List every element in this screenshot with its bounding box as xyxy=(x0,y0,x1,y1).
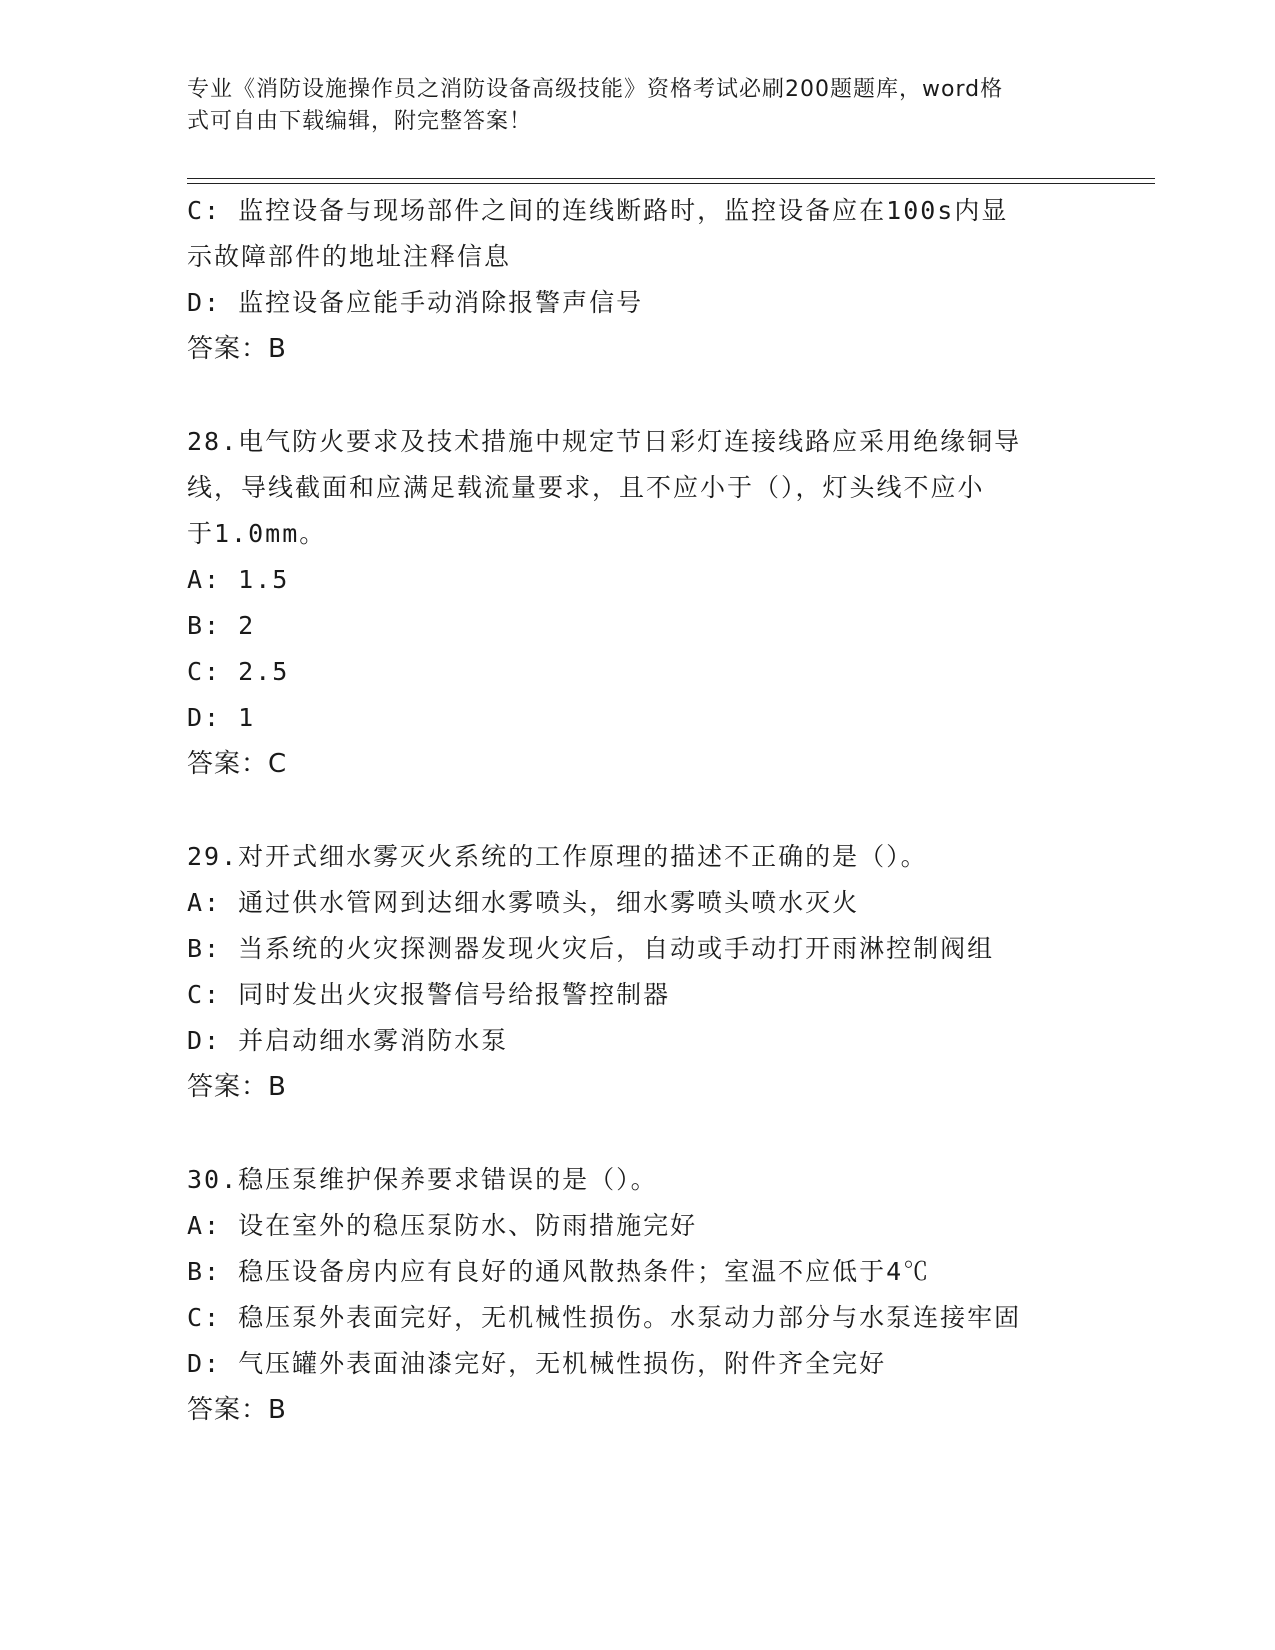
question-28 xyxy=(187,419,1087,787)
question-stem: 30.稳压泵维护保养要求错误的是（）。 xyxy=(187,1165,658,1194)
option-b: B: 2 xyxy=(187,611,256,640)
header-line-1: 专业《消防设施操作员之消防设备高级技能》资格考试必刷200题题库，word格 xyxy=(187,77,1004,102)
header-line-2: 式可自由下载编辑，附完整答案！ xyxy=(187,109,533,134)
option-d: D: 并启动细水雾消防水泵 xyxy=(187,1026,509,1055)
option-b: B: 当系统的火灾探测器发现火灾后，自动或手动打开雨淋控制阀组 xyxy=(187,934,995,963)
answer: 答案：B xyxy=(187,334,287,364)
option-c: C: 同时发出火灾报警信号给报警控制器 xyxy=(187,980,671,1009)
question-stem-line-2: 线，导线截面和应满足载流量要求，且不应小于（），灯头线不应小 xyxy=(187,473,985,502)
spacer xyxy=(187,1110,1087,1157)
question-stem-line-3: 于1.0mm。 xyxy=(187,519,327,548)
option-c: C: 稳压泵外表面完好，无机械性损伤。水泵动力部分与水泵连接牢固 xyxy=(187,1303,1022,1332)
header-divider-top xyxy=(187,178,1155,179)
document-header xyxy=(187,74,1067,138)
question-stem: 29.对开式细水雾灭火系统的工作原理的描述不正确的是（）。 xyxy=(187,842,928,871)
option-a: A: 设在室外的稳压泵防水、防雨措施完好 xyxy=(187,1211,698,1240)
option-a: A: 通过供水管网到达细水雾喷头，细水雾喷头喷水灭火 xyxy=(187,888,860,917)
answer: 答案：B xyxy=(187,1072,287,1102)
option-a: A: 1.5 xyxy=(187,565,290,594)
header-divider-bottom xyxy=(187,183,1155,184)
answer: 答案：C xyxy=(187,749,288,779)
answer: 答案：B xyxy=(187,1395,287,1425)
question-30 xyxy=(187,1157,1087,1433)
question-list xyxy=(187,188,1087,1433)
option-c-line-2: 示故障部件的地址注释信息 xyxy=(187,242,512,271)
option-b: B: 稳压设备房内应有良好的通风散热条件；室温不应低于4℃ xyxy=(187,1257,931,1286)
question-29 xyxy=(187,834,1087,1110)
spacer xyxy=(187,787,1087,834)
option-c: C: 2.5 xyxy=(187,657,290,686)
spacer xyxy=(187,372,1087,419)
option-c-line-1: C: 监控设备与现场部件之间的连线断路时，监控设备应在100s内显 xyxy=(187,196,1009,225)
option-d: D: 气压罐外表面油漆完好，无机械性损伤，附件齐全完好 xyxy=(187,1349,887,1378)
option-d: D: 监控设备应能手动消除报警声信号 xyxy=(187,288,644,317)
question-stem-line-1: 28.电气防火要求及技术措施中规定节日彩灯连接线路应采用绝缘铜导 xyxy=(187,427,1022,456)
question-27 xyxy=(187,188,1087,372)
option-d: D: 1 xyxy=(187,703,256,732)
